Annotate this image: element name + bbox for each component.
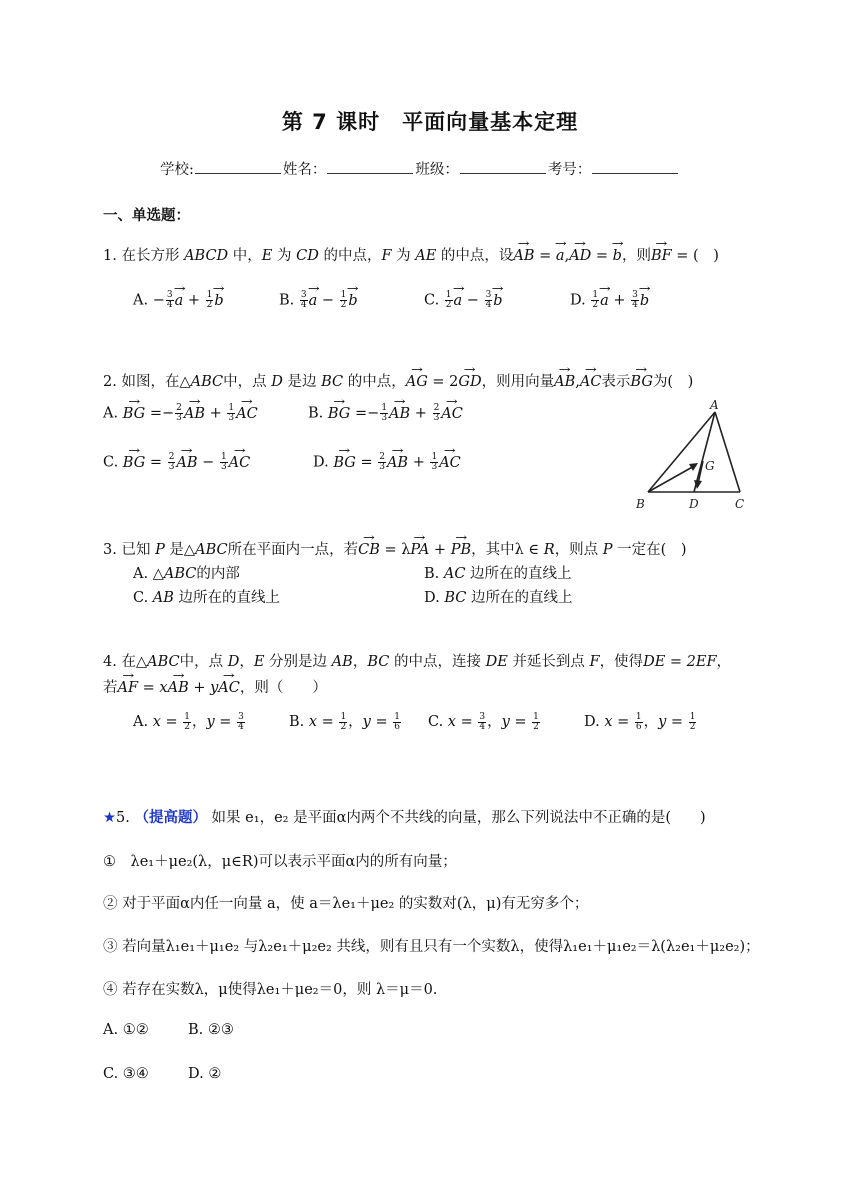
fraction: $\frac{3}{4}$ <box>479 711 486 732</box>
label-c: C <box>735 497 745 511</box>
q3-text: = λ <box>379 542 411 558</box>
question-5-stem <box>103 806 706 827</box>
number-blank[interactable] <box>592 161 678 174</box>
label-g: G <box>705 459 715 473</box>
q2-option-b[interactable]: B. → BG =− $\frac{1}{3}$ → AB + $\frac{2}{3}$ → AC <box>308 404 463 423</box>
class-blank[interactable] <box>460 161 546 174</box>
fraction: $\frac{3}{4}$ <box>485 290 492 310</box>
q5-option-c[interactable]: C. ③④ <box>103 1066 149 1082</box>
q1-text: 的中点，设 <box>436 248 514 264</box>
q4-math: DE <box>485 654 508 670</box>
q1-option-c[interactable]: C. $\frac{1}{2}$ → a − $\frac{3}{4}$ → b <box>424 291 503 310</box>
vector-pa: → PA <box>410 542 429 558</box>
option-text: 边所在的直线上 <box>465 566 572 582</box>
question-2-stem <box>103 370 693 391</box>
q1-math: E <box>261 248 273 264</box>
q4-math: = x <box>138 680 168 696</box>
q2-text: 中，点 <box>223 374 272 390</box>
q1-text: 为 <box>391 248 416 264</box>
q4-text: 4. 在△ <box>103 654 148 670</box>
option-letter: B. <box>289 714 305 730</box>
q3-math: R <box>543 542 555 558</box>
q3-math: ABC <box>163 566 197 582</box>
q3-option-c[interactable] <box>133 586 280 607</box>
option-letter: B. <box>424 566 444 582</box>
question-3-stem <box>103 538 687 559</box>
q4-text: 的中点，连接 <box>389 654 486 670</box>
q4-math: DE = 2EF <box>643 654 717 670</box>
triangle-figure <box>636 398 760 514</box>
fraction: $\frac{3}{4}$ <box>300 290 307 310</box>
q1-text: 的中点， <box>318 248 382 264</box>
q1-text: 1. 在长方形 <box>103 248 185 264</box>
q5-text: 如果 e₁，e₂ 是平面α内两个不共线的向量，那么下列说法中不正确的是( ) <box>206 810 706 826</box>
q4-text: ，使得 <box>599 654 644 670</box>
q4-math: BC <box>367 654 390 670</box>
question-4-stem <box>103 650 731 671</box>
q1-math: F <box>381 248 392 264</box>
q3-math: AC <box>443 566 466 582</box>
q1-math: ABCD <box>184 248 229 264</box>
q2-math: D <box>271 374 283 390</box>
q3-math: ABC <box>195 542 228 558</box>
vector-a: → a <box>556 248 565 264</box>
q5-statement-1: ① λe₁＋μe₂(λ，μ∈R)可以表示平面α内的所有向量； <box>103 854 457 870</box>
number-label: 考号： <box>547 162 592 178</box>
vector-ag: → AG <box>406 374 428 390</box>
q4-math: F <box>589 654 600 670</box>
q2-text: 的中点， <box>343 374 406 390</box>
student-info-line <box>160 158 680 179</box>
name-blank[interactable] <box>327 161 413 174</box>
q3-math: P <box>602 542 613 558</box>
q1-text: 中， <box>228 248 262 264</box>
section-heading: 一、单选题： <box>103 208 190 224</box>
fraction: $\frac{1}{3}$ <box>220 452 227 472</box>
question-4-stem-line2 <box>103 676 327 697</box>
q2-text: , <box>575 374 580 390</box>
q1-option-d[interactable]: D. $\frac{1}{2}$ → a + $\frac{3}{4}$ → b <box>570 291 649 310</box>
vector-ac: → AC <box>218 680 240 696</box>
option-letter: A. <box>103 405 119 422</box>
fraction: $\frac{1}{2}$ <box>689 711 696 732</box>
q4-option-d[interactable]: D. x = $\frac{1}{6}$ ，y = $\frac{1}{2}$ <box>584 711 696 732</box>
q4-math: E <box>253 654 265 670</box>
q3-option-b[interactable] <box>424 562 572 583</box>
option-letter: D. <box>570 292 586 309</box>
q2-text: 为( ) <box>652 374 694 390</box>
vector-af: → AF <box>118 680 139 696</box>
q3-option-a[interactable] <box>133 562 240 583</box>
q4-option-b[interactable]: B. x = $\frac{1}{2}$ ，y = $\frac{1}{6}$ <box>289 711 400 732</box>
q1-math: CD <box>296 248 319 264</box>
option-text: 边所在的直线上 <box>466 590 573 606</box>
option-letter: C. <box>103 454 119 471</box>
fraction: $\frac{2}{3}$ <box>379 452 385 472</box>
option-letter: B. <box>308 405 324 422</box>
fraction: $\frac{1}{6}$ <box>635 711 642 732</box>
q1-text: = <box>534 248 556 264</box>
vector-b: → b <box>613 248 622 264</box>
q3-text: 是△ <box>164 542 196 558</box>
label-a: A <box>710 398 719 412</box>
option-letter: A. <box>133 292 149 309</box>
fraction: $\frac{3}{4}$ <box>166 290 173 310</box>
q4-text: 中，点 <box>179 654 228 670</box>
q4-text: 分别是边 <box>264 654 332 670</box>
q1-option-b[interactable]: B. $\frac{3}{4}$ → a − $\frac{1}{2}$ → b <box>279 291 358 310</box>
fraction: $\frac{2}{3}$ <box>168 452 175 472</box>
school-blank[interactable] <box>195 161 281 174</box>
q1-text: , <box>564 248 570 264</box>
option-letter: A. <box>133 714 149 730</box>
vector-bg: → BG <box>630 374 653 390</box>
fraction: $\frac{1}{3}$ <box>228 403 235 423</box>
name-label: 姓名： <box>282 162 327 178</box>
q4-text: 并延长到点 <box>507 654 590 670</box>
fraction: $\frac{1}{2}$ <box>592 290 599 310</box>
q2-text: 2. 如图，在△ <box>103 374 191 390</box>
q3-text: 所在平面内一点，若 <box>227 542 359 558</box>
q3-math: AB <box>152 590 174 606</box>
label-b: B <box>636 497 645 511</box>
q4-option-a[interactable]: A. x = $\frac{1}{2}$ ，y = $\frac{3}{4}$ <box>133 711 244 732</box>
q4-text: ，则（ ） <box>239 680 327 696</box>
option-letter: D. <box>424 590 445 606</box>
q1-text: ，则 <box>621 248 651 264</box>
fraction: $\frac{3}{4}$ <box>238 711 244 732</box>
q2-option-d[interactable]: D. → BG = $\frac{2}{3}$ → AB + $\frac{1}{3}$ → AC <box>313 453 461 472</box>
option-letter: C. <box>133 590 153 606</box>
q5-statement-2: ② 对于平面α内任一向量 a，使 a＝λe₁＋μe₂ 的实数对(λ，μ)有无穷多个； <box>103 896 589 912</box>
q3-text: 一定在( ) <box>612 542 687 558</box>
q4-math: AB <box>331 654 353 670</box>
q4-math: + y <box>188 680 219 696</box>
option-letter: C. <box>428 714 444 730</box>
option-letter: B. <box>279 292 295 309</box>
side-ac <box>715 412 740 492</box>
question-1-stem <box>103 244 719 265</box>
q2-math: ABC <box>190 374 224 390</box>
option-letter: C. <box>424 292 440 309</box>
fraction: $\frac{1}{2}$ <box>340 711 347 732</box>
fraction: $\frac{1}{6}$ <box>394 711 400 732</box>
q4-text: 若 <box>103 680 118 696</box>
q2-text: ，则用向量 <box>481 374 555 390</box>
q4-text: ， <box>239 654 254 670</box>
vector-ad: → AD <box>569 248 591 264</box>
school-label: 学校: <box>160 162 194 178</box>
q1-text: = ( ) <box>671 248 719 264</box>
q3-text: 3. 已知 <box>103 542 156 558</box>
option-text: 的内部 <box>196 566 240 582</box>
star-icon: ★ <box>103 810 116 826</box>
q5-option-b[interactable]: B. ②③ <box>188 1022 234 1038</box>
arrow-head-bg <box>689 463 698 471</box>
q4-math: D <box>227 654 240 670</box>
vector-ab: → AB <box>168 680 189 696</box>
fraction: $\frac{1}{2}$ <box>184 711 190 732</box>
vector-cb: → CB <box>358 542 380 558</box>
vector-ab: → AB <box>554 374 575 390</box>
fraction: $\frac{2}{3}$ <box>433 403 440 423</box>
fraction: $\frac{3}{4}$ <box>632 290 638 310</box>
vector-pb: → PB <box>451 542 471 558</box>
page-title: 第 7 课时 平面向量基本定理 <box>281 110 579 134</box>
q5-option-d[interactable]: D. ② <box>188 1066 222 1082</box>
q1-text: = <box>591 248 613 264</box>
q3-text: ，则点 <box>554 542 603 558</box>
q3-option-d[interactable] <box>424 586 572 607</box>
q4-text: ， <box>716 654 732 670</box>
q3-math: P <box>155 542 165 558</box>
q3-text: + <box>429 542 451 558</box>
q2-text: = 2 <box>427 374 459 390</box>
difficulty-tag: （提高题） <box>134 809 207 826</box>
fraction: $\frac{1}{3}$ <box>381 403 388 423</box>
class-label: 班级： <box>415 162 459 178</box>
label-d: D <box>689 497 699 511</box>
q2-text: 表示 <box>601 374 631 390</box>
vector-bg-line <box>648 465 696 492</box>
q5-statement-4: ④ 若存在实数λ，μ使得λe₁＋μe₂＝0，则 λ＝μ＝0. <box>103 982 438 998</box>
q5-number: 5. <box>116 810 135 826</box>
option-letter: A. △ <box>133 566 164 582</box>
q2-option-c[interactable]: C. → BG = $\frac{2}{3}$ → AB − $\frac{1}{3}$ → AC <box>103 453 250 472</box>
option-letter: D. <box>584 714 600 730</box>
vector-ac: → AC <box>580 374 602 390</box>
vector-ab: → AB <box>513 248 534 264</box>
q5-statement-3: ③ 若向量λ₁e₁＋μ₁e₂ 与λ₂e₁＋μ₂e₂ 共线，则有且只有一个实数λ，使得λ₁e₁＋μ₁e₂＝λ(λ₂e₁＋μ₂e₂)； <box>103 939 760 955</box>
fraction: $\frac{1}{2}$ <box>340 290 347 310</box>
q2-math: BC <box>321 374 344 390</box>
q1-math: AE <box>415 248 437 264</box>
fraction: $\frac{1}{2}$ <box>533 711 539 732</box>
fraction: $\frac{1}{2}$ <box>445 290 452 310</box>
q4-text: ， <box>352 654 368 670</box>
vector-gd: → GD <box>458 374 481 390</box>
q3-math: BC <box>444 590 467 606</box>
fraction: $\frac{1}{2}$ <box>206 290 213 310</box>
option-text: 边所在的直线上 <box>173 590 281 606</box>
q4-option-c[interactable]: C. x = $\frac{3}{4}$ ，y = $\frac{1}{2}$ <box>428 711 539 732</box>
q4-math: ABC <box>147 654 180 670</box>
q1-option-a[interactable]: A. − $\frac{3}{4}$ → a + $\frac{1}{2}$ → b <box>133 291 224 310</box>
q5-option-a[interactable]: A. ①② <box>103 1022 149 1038</box>
fraction: $\frac{2}{3}$ <box>176 403 182 423</box>
q2-text: 是边 <box>282 374 322 390</box>
option-letter: D. <box>313 454 329 471</box>
q1-text: 为 <box>272 248 297 264</box>
vector-bf: → BF <box>651 248 672 264</box>
q2-option-a[interactable]: A. → BG =− $\frac{2}{3}$ → AB + $\frac{1}{3}$ → AC <box>103 404 258 423</box>
fraction: $\frac{1}{3}$ <box>431 452 438 472</box>
q3-text: ，其中λ ∈ <box>471 542 544 558</box>
